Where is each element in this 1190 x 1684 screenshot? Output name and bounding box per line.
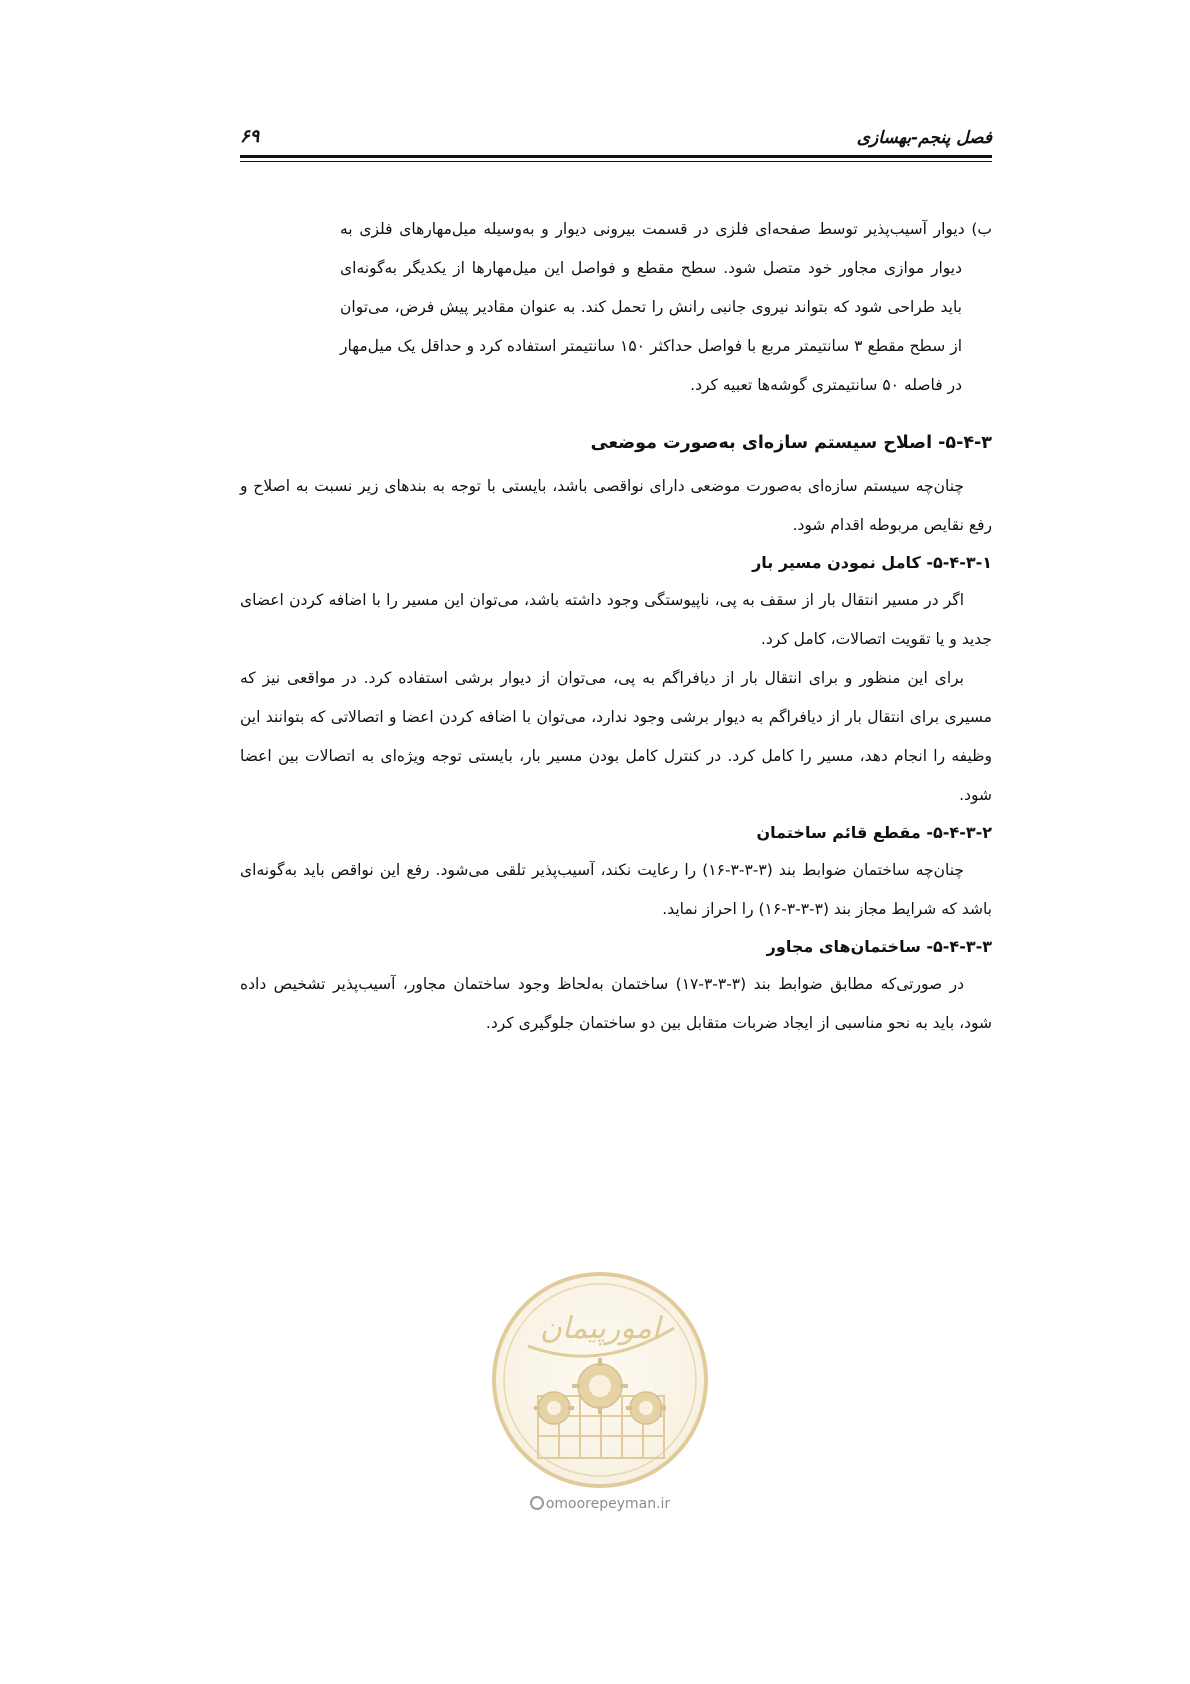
subsection-1-para-2: برای این منظور و برای انتقال بار از دیافراگم به پی، می‌توان از دیوار برشی استفاده کرد. در مواقعی نیز که مسیری برای انتقال بار از دیافراگم به دیوار برشی وجود ندارد، می‌توان با اضافه کردن اعضا و اتصالاتی که بتوانند این وظیفه را انجام دهد، مسیر را کامل کرد. در کنترل کامل بودن مسیر بار، بایستی توجه ویژه‌ای به اتصالات بین اعضا شود. [240, 669, 992, 804]
header-rule-thin [240, 161, 992, 162]
page-content [240, 210, 992, 1043]
section-intro: چنان‌چه سیستم سازه‌ای به‌صورت موضعی دارای نواقصی باشد، بایستی با توجه به بندهای زیر نسبت به اصلاح و رفع نقایص مربوطه اقدام شود. [240, 477, 992, 534]
chapter-title: فصل پنجم-بهسازی [856, 128, 992, 148]
logo-url-text: omoorepeyman.ir [545, 1496, 671, 1512]
list-item-b: ب) دیوار آسیب‌پذیر توسط صفحه‌ای فلزی در قسمت بیرونی دیوار و به‌وسیله میل‌مهارهای فلزی به دیوار موازی مجاور خود متصل شود. سطح مقطع و فواصل این میل‌مهارها از یکدیگر به‌گونه‌ای باید طراحی شود که بتواند نیروی جانبی رانش را تحمل کند. به عنوان مقادیر پیش فرض، می‌توان از سطح مقطع ۳ سانتیمتر مربع با فواصل حداکثر ۱۵۰ سانتیمتر استفاده کرد و حداقل یک میل‌مهار در فاصله ۵۰ سانتیمتری گوشه‌ها تعبیه کرد. [340, 220, 992, 394]
subsection-3-heading: ۵-۴-۳-۳- ساختمان‌های مجاور [766, 937, 992, 956]
logo-url [470, 1496, 730, 1512]
header-rule [240, 155, 992, 158]
page-number: ۶۹ [240, 126, 260, 147]
brand-logo [488, 1268, 713, 1493]
section-heading: ۵-۴-۳- اصلاح سیستم سازه‌ای به‌صورت موضعی [590, 433, 992, 453]
logo-brand-text: امورپیمان [539, 1311, 661, 1346]
at-icon [530, 1496, 544, 1510]
subsection-2-para: چنان‌چه ساختمان ضوابط بند (۳-۳-۳-۱۶) را رعایت نکند، آسیب‌پذیر تلقی می‌شود. رفع این نواقص باید به‌گونه‌ای باشد که شرایط مجاز بند (۳-۳-۳-۱۶) را احراز نماید. [240, 861, 992, 918]
subsection-2-heading: ۵-۴-۳-۲- مقطع قائم ساختمان [756, 823, 992, 842]
subsection-1-para-1: اگر در مسیر انتقال بار از سقف به پی، ناپیوستگی وجود داشته باشد، می‌توان این مسیر را با اضافه کردن اعضای جدید و یا تقویت اتصالات، کامل کرد. [240, 591, 992, 648]
subsection-1-heading: ۵-۴-۳-۱- کامل نمودن مسیر بار [752, 553, 992, 572]
running-header [240, 124, 992, 154]
subsection-3-para: در صورتی‌که مطابق ضوابط بند (۳-۳-۳-۱۷) ساختمان به‌لحاظ وجود ساختمان مجاور، آسیب‌پذیر تشخیص داده شود، باید به نحو مناسبی از ایجاد ضربات متقابل بین دو ساختمان جلوگیری کرد. [240, 975, 992, 1032]
